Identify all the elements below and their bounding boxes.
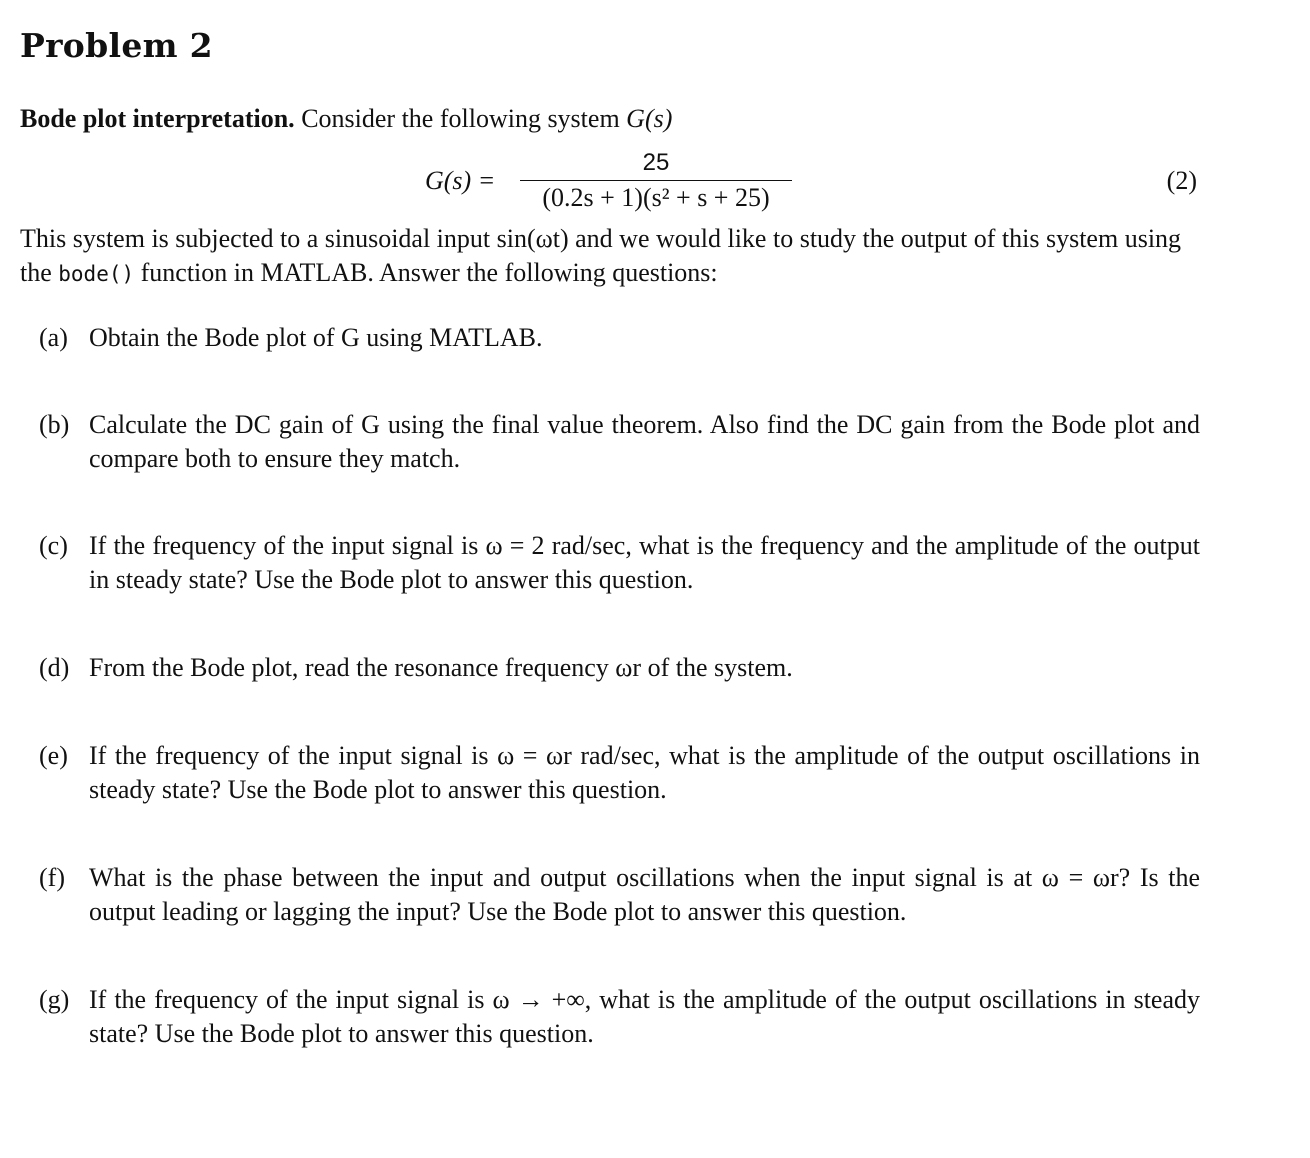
question-label: (e): [39, 741, 68, 770]
problem-page: [20, 24, 1200, 1051]
equation-lhs: G(s) =: [425, 166, 496, 195]
fraction-bar: [520, 180, 792, 181]
intro-text: Consider the following system: [294, 104, 627, 133]
question-b: [20, 408, 1200, 476]
description-part2: function in MATLAB. Answer the following questions:: [134, 258, 718, 287]
question-text: If the frequency of the input signal is ω = ωr rad/sec, what is the amplitude of the output oscillations in steady state? Use the Bode plot to answer this question.: [89, 741, 1200, 804]
intro-paragraph: [20, 102, 1200, 136]
problem-title: Problem 2: [20, 26, 213, 65]
bode-code: bode(): [58, 262, 135, 286]
question-label: (c): [39, 531, 68, 560]
transfer-function-equation: [20, 148, 1200, 216]
question-g: [20, 983, 1200, 1051]
question-text: If the frequency of the input signal is ω → +∞, what is the amplitude of the output oscillations in steady state? Use the Bode plot to answer this question.: [89, 985, 1200, 1048]
question-label: (b): [39, 410, 70, 439]
equation-denominator: (0.2s + 1)(s² + s + 25): [542, 183, 770, 212]
equation-fraction: [520, 148, 792, 213]
question-f: [20, 861, 1200, 929]
question-label: (f): [39, 863, 65, 892]
question-c: [20, 529, 1200, 597]
equation-numerator: 25: [642, 149, 670, 176]
question-text: What is the phase between the input and output oscillations when the input signal is at ω = ωr? Is the output leading or lagging the input? Use the Bode plot to answer this question.: [89, 863, 1200, 926]
question-e: [20, 739, 1200, 807]
equation-number: (2): [1166, 166, 1197, 195]
description-paragraph: [20, 222, 1200, 291]
question-label: (d): [39, 653, 70, 682]
question-label: (a): [39, 323, 68, 352]
question-d: [20, 651, 1200, 685]
question-text: From the Bode plot, read the resonance frequency ωr of the system.: [89, 653, 793, 682]
question-label: (g): [39, 985, 70, 1014]
question-text: Obtain the Bode plot of G using MATLAB.: [89, 323, 543, 352]
question-text: Calculate the DC gain of G using the final value theorem. Also find the DC gain from the Bode plot and compare both to ensure they match.: [89, 410, 1200, 473]
question-list: [20, 321, 1200, 1051]
intro-bold-lead: Bode plot interpretation.: [20, 104, 295, 133]
question-a: [20, 321, 1200, 355]
question-text: If the frequency of the input signal is ω = 2 rad/sec, what is the frequency and the amplitude of the output in steady state? Use the Bode plot to answer this question.: [89, 531, 1200, 594]
description-part1: This system is subjected to a sinusoidal input sin(ωt) and we would like to study the output of this system using the: [20, 224, 1182, 287]
intro-system: G(s): [626, 104, 673, 133]
